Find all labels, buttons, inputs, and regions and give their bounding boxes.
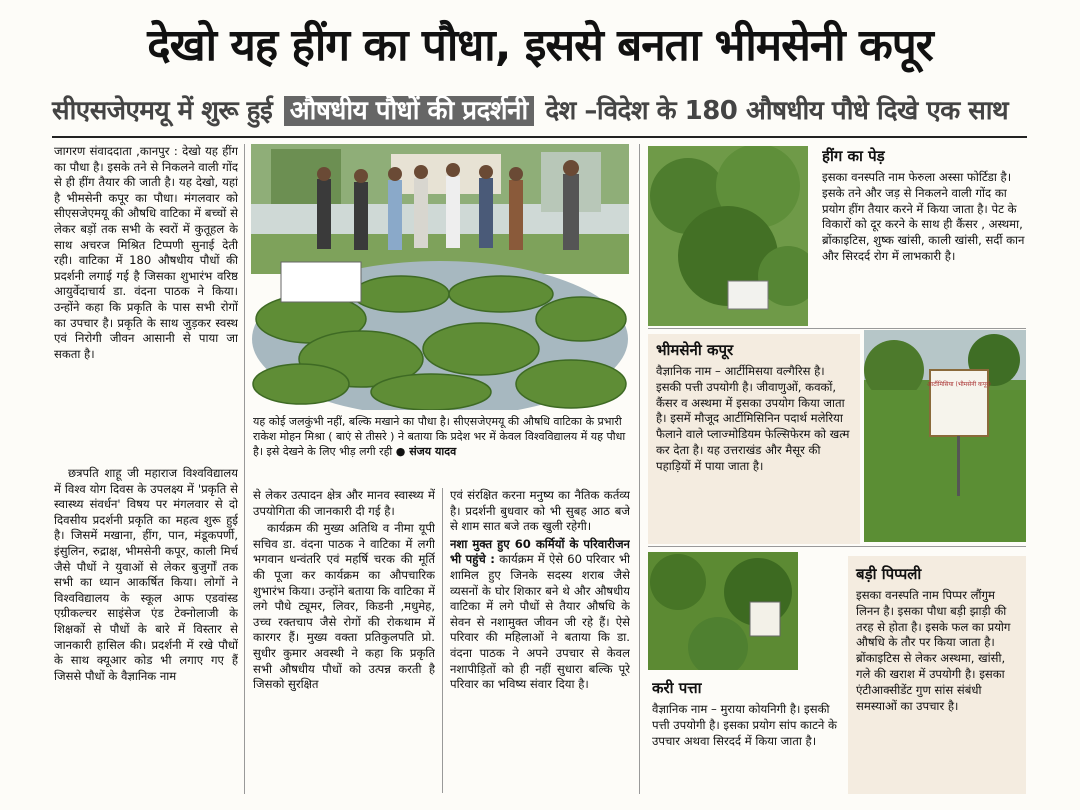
column-divider <box>442 488 443 793</box>
hing-photo <box>648 146 808 326</box>
kapur-body: वैज्ञानिक नाम – आर्टीमिसया वल्गैरिस है। इसकी पत्ती उपयोगी है। जीवाणुओं, कवकों, कैंसर व अस्थमा में इसका उपयोग किया जाता है। इसमें मौजूद आर्टीमिसिनिन पदार्थ मलेरिया फैलाने वाले प्लाज्मोडियम फेल्सिफेरम को खत्म कर देता है। यह उत्तराखंड और मैसूर की पहाड़ियों में पाया जाता है। <box>656 364 850 473</box>
column-divider <box>639 144 640 794</box>
pippali-title: बड़ी पिप्पली <box>856 565 922 583</box>
kari-info-box <box>652 678 840 796</box>
kapur-title: भीमसेनी कपूर <box>656 341 734 359</box>
pippali-body: इसका वनस्पति नाम पिप्पर लौंगुम लिनन है। इसका पौधा बड़ी झाड़ी की तरह से होता है। इसके फल का प्रयोग औषधि के तौर पर किया जाता है। ब्रोंकाइटिस से लेकर अस्थमा, खांसी, गले की खराश में उपयोगी है। इसका एंटीआक्सीडेंट गुण सांस संबंधी समस्याओं का उपचार है। <box>856 588 1011 713</box>
makhana-pond-image <box>251 144 629 410</box>
hing-body: इसका वनस्पति नाम फेरुला अस्सा फोर्टिडा है। इसके तने और जड़ से निकलने वाली गोंद का प्रयोग हींग तैयार करने में किया जाता है। पेट के विकारों को दूर करने के साथ ही कैंसर , अस्थमा, ब्रोंकाइटिस, शुष्क खांसी, काली खांसी, सर्दी कान और सिरदर्द रोग में लाभकारी है। <box>822 170 1025 263</box>
kapur-plant-image <box>864 330 1026 542</box>
makhana-photo <box>251 144 629 410</box>
subheadline <box>52 90 1052 132</box>
article-col3 <box>450 488 630 793</box>
subhead-pre: सीएसजेएमयू में शुरू हुई <box>52 96 273 126</box>
article-col2 <box>253 488 435 793</box>
subhead-post: देश –विदेश के 180 औषधीय पौधे दिखे एक साथ <box>545 96 1009 126</box>
hing-plant-image <box>648 146 808 326</box>
headline-rule <box>52 136 1027 138</box>
column-divider <box>244 144 245 794</box>
subhead-boxed: औषधीय पौधों की प्रदर्शनी <box>284 96 534 126</box>
kari-title: करी पत्ता <box>652 679 702 697</box>
article-lead-paragraph: जागरण संवाददाता ,कानपुर : देखो यह हींग का पौधा है। इसके तने से निकलने वाली गोंद से ही हींग तैयार की जाती है। यह देखो, यहां है भीमसेनी कपूर का पौधा। मंगलवार को सीएसजेएमयू की औषधि वाटिका में बच्चों से लेकर बड़ों तक सभी के स्वरों में कुतूहल के साथ अचरज मिश्रित टिप्पणी सुनाई देती रही। वाटिका में 180 औषधीय पौधों की प्रदर्शनी लगाई गई है जिसका शुभारंभ वरिष्ठ आयुर्वेदाचार्य डा. वंदना पाठक ने किया। उन्होंने कहा कि प्रकृति के पास सभी रोगों का उपचार है। प्रकृति के साथ जुड़कर स्वस्थ एवं निरोगी जीवन आसानी से पाया जा सकता है। <box>54 144 238 361</box>
kapur-info-box <box>648 334 860 544</box>
article-col1-bottom <box>54 466 238 796</box>
article-paragraph: एवं संरक्षित करना मनुष्य का नैतिक कर्तव्य है। प्रदर्शनी बुधवार को भी सुबह आठ बजे से शाम सात बजे तक खुली रहेगी। <box>450 488 630 534</box>
kari-plant-image <box>648 552 798 670</box>
subheading-body: कार्यक्रम में ऐसे 60 परिवार भी शामिल हुए जिनके सदस्य शराब जैसे व्यसनों के घोर शिकार बने थे और औषधीय वाटिका में लगे पौधों से तैयार औषधि के सेवन से नशामुक्त जीवन जी रहे हैं। ऐसे परिवार की महिलाओं ने बताया कि डा. वंदना पाठक ने अपने उपचार से केवल नशापीड़ितों को ही नहीं सुधारा बल्कि पूरे परिवार का भविष्य संवार दिया है। <box>450 552 630 692</box>
hing-title: हींग का पेड़ <box>822 147 885 165</box>
article-paragraph <box>450 537 630 693</box>
kari-photo <box>648 552 798 670</box>
hing-info-box <box>822 146 1026 324</box>
photo-credit: ● संजय यादव <box>395 445 457 458</box>
caption-text: यह कोई जलकुंभी नहीं, बल्कि मखाने का पौधा है। सीएसजेएमयू की औषधि वाटिका के प्रभारी राकेश मोहन मिश्रा ( बाएं से तीसरे ) ने बताया कि प्रदेश भर में केवल विश्वविद्यालय में यह पौधा है। इसे देखने के लिए भीड़ लगी रही <box>253 415 626 458</box>
article-col1-top <box>54 144 238 464</box>
article-paragraph: छत्रपति शाहू जी महाराज विश्वविद्यालय में विश्व योग दिवस के उपलक्ष्य में 'प्रकृति से स्वास्थ्य संवर्धन' विषय पर मंगलवार से दो दिवसीय प्रदर्शनी प्रकृति का महत्व शुरू हुई है। जिसमें मखाना, हींग, पान, मंडूकपर्णी, इंसुलिन, रुद्राक्ष, भीमसेनी कपूर, काली मिर्च जैसे पौधों ने युवाओं से लेकर बुजुर्गों तक सभी का ध्यान आकर्षित किया। लोगों ने विश्वविद्यालय के स्कूल आफ एडवांस्ड एग्रीकल्चर साइंसेज एंड टेक्नोलाजी के शिक्षकों से पौधों के बारे में विस्तार से जानकारी हासिल की। प्रदर्शनी में रखे पौधों के साथ क्यूआर कोड भी लगाए गए हैं जिससे पौधों के वैज्ञानिक नाम <box>54 466 238 683</box>
article-paragraph: कार्यक्रम की मुख्य अतिथि व नीमा यूपी सचिव डा. वंदना पाठक ने वाटिका में लगी भगवान धन्वंतरि एवं महर्षि चरक की मूर्ति की पूजा कर कार्यक्रम का औपचारिक शुभारंभ किया। उन्होंने बताया कि वाटिका में लगे पौधे ट्यूमर, लिवर, किडनी ,मधुमेह, उच्च रक्तचाप जैसे रोगों की रोकथाम में कारगर हैं। मुख्य वक्ता प्रतिकुलपति प्रो. सुधीर कुमार अवस्थी ने कहा कि प्रकृति सभी औषधीय पौधों को उत्पन्न करती है जिसको सुरक्षित <box>253 521 435 692</box>
article-paragraph: से लेकर उत्पादन क्षेत्र और मानव स्वास्थ्य में उपयोगिता की जानकारी दी गई है। <box>253 488 435 518</box>
plant-sign-label: आर्टीमिसिया (भीमसेनी कपूर) <box>927 381 991 388</box>
photo-caption <box>253 414 629 474</box>
headline: देखो यह हींग का पौधा, इससे बनता भीमसेनी कपूर <box>147 20 933 71</box>
kari-body: वैज्ञानिक नाम – मुराया कोयनिगी है। इसकी पत्ती उपयोगी है। इसका प्रयोग सांप काटने के उपचार अथवा सिरदर्द में किया जाता है। <box>652 702 837 748</box>
subheading-inline: नशा मुक्त हुए 60 कर्मियों के परिवारीजन भी पहुंचे : <box>450 536 630 567</box>
box-divider <box>648 546 1026 547</box>
box-divider <box>648 328 1026 329</box>
kapur-photo <box>864 330 1026 542</box>
pippali-info-box <box>848 556 1026 794</box>
